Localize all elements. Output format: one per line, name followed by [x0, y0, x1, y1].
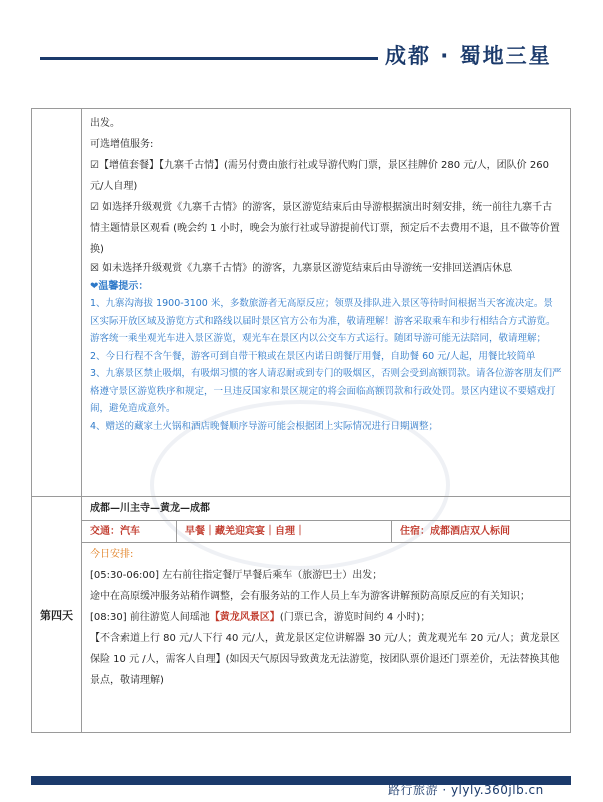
- today-label: 今日安排:: [90, 549, 134, 560]
- hotel-cell: 住宿：成都酒店双人标间: [400, 526, 510, 537]
- day4-line: [05:30-06:00] 左右前往指定餐厅早餐后乘车（旅游巴士）出发；: [90, 570, 383, 581]
- footer-text: 路行旅游 · ylyly.360jlb.cn: [388, 783, 544, 797]
- day3-label-cell: [32, 109, 82, 496]
- day3-line: ☒ 如未选择升级观赏《九寨千古情》的游客，九寨景区游览结束后由导游统一安排回送酒店休息: [90, 263, 513, 274]
- transport-cell: 交通：汽车: [82, 521, 177, 542]
- page-header: [0, 0, 603, 100]
- day4-route: 成都—川主寺—黄龙—成都: [82, 497, 570, 521]
- day3-row: [32, 109, 570, 497]
- day4-line: 途中在高原缓冲服务站稍作调整，会有服务站的工作人员上车为游客讲解预防高原反应的有关知识；: [90, 591, 530, 602]
- header-rule: [40, 57, 378, 60]
- day3-line: ☑ 如选择升级观赏《九寨千古情》的游客，景区游览结束后由导游根据演出时刻安排，统一前往九寨千古情主题情景区观看 (晚会约 1 小时，晚会为旅行社或导游提前代订票，预定后不去费用不退，且不做等价置换): [90, 202, 560, 255]
- day4-line-830: [90, 607, 562, 628]
- tip-item: 4、赠送的藏家土火锅和酒店晚餐顺序导游可能会根据团上实际情况进行日期调整；: [90, 420, 439, 432]
- day4-label: 第四天: [32, 497, 82, 732]
- day4-meta: [82, 521, 570, 543]
- day3-line: ☑【增值套餐】【九寨千古情】(需另付费由旅行社或导游代购门票，景区挂牌价 280 元/人，团队价 260 元/人自理): [90, 160, 549, 192]
- tip-item: 2、今日行程不含午餐，游客可到自带干粮或在景区内诺日朗餐厅用餐，自助餐 60 元/人起，用餐比较简单: [90, 350, 536, 362]
- day4-row: [32, 497, 570, 732]
- tip-item: 3、九寨景区禁止吸烟，有吸烟习惯的客人请忍耐或到专门的吸烟区，否则会受到高额罚款。请各位游客朋友们严格遵守景区游览秩序和规定，一旦违反国家和景区规定的将会面临高额罚款和行政处罚。景区内建议不要嬉戏打闹，避免造成意外。: [90, 368, 562, 414]
- line-830-post: (门票已含，游览时间约 4 小时)；: [279, 612, 431, 623]
- day4-line-last: 【不含索道上行 80 元/人下行 40 元/人，黄龙景区定位讲解器 30 元/人；黄龙观光车 20 元/人；黄龙景区保险 10 元 /人，需客人自理】(如因天气原因导致黄龙无法游览，按团队票价退还门票差价，无法替换其他景点，敬请理解): [90, 633, 560, 686]
- line-830-pre: [08:30] 前往游览人间瑶池: [90, 612, 210, 623]
- day3-line: 可选增值服务:: [90, 139, 154, 150]
- tips-title: ❤温馨提示：: [90, 281, 149, 292]
- tip-item: 1、九寨沟海拔 1900-3100 米，多数旅游者无高原反应；领票及排队进入景区等待时间根据当天客流决定。景区实际开放区域及游览方式和路线以届时景区官方公布为准，敬请理解！游客采取乘车和步行相结合方式游览。游客统一乘坐观光车进入景区游览，观光车在景区内以公交车方式运行。随团导游可能无法陪同，敬请理解；: [90, 298, 556, 344]
- itinerary-table: [31, 108, 571, 733]
- brand-title: 成都 · 蜀地三星: [385, 44, 552, 68]
- day3-line: 出发。: [90, 118, 120, 129]
- meals-cell: 早餐｜藏羌迎宾宴｜自理｜: [177, 521, 392, 542]
- day4-content: [82, 543, 570, 732]
- day3-content: [82, 109, 570, 496]
- day4-body: [82, 497, 570, 732]
- huanglong-highlight: 【黄龙风景区】: [209, 612, 280, 623]
